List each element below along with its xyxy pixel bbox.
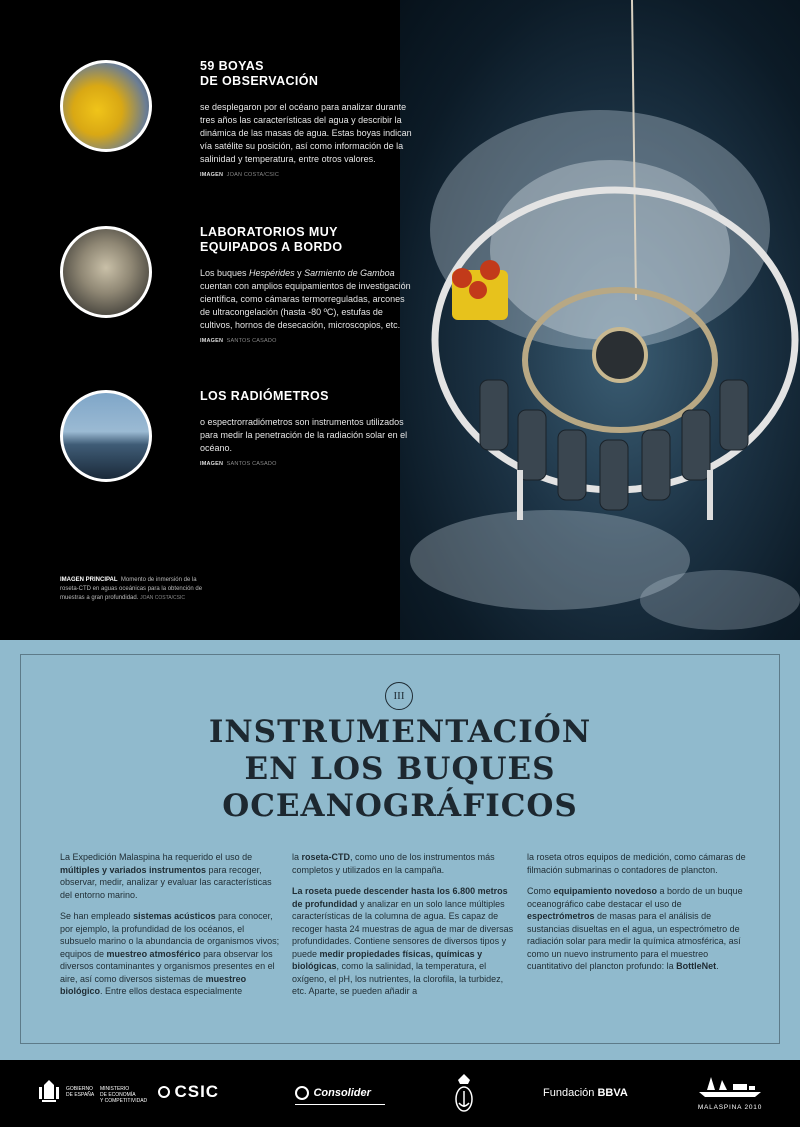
anchor-emblem-icon [454, 1072, 474, 1114]
image-credit: IMAGEN SANTOS CASADO [200, 338, 277, 344]
consolider-logo: Consolider [295, 1084, 385, 1105]
ship-silhouette-icon [697, 1074, 763, 1098]
csic-mark-icon [158, 1086, 170, 1098]
spain-coat-of-arms-icon [38, 1080, 60, 1106]
image-credit: IMAGEN JOAN COSTA/CSIC [200, 172, 280, 178]
malaspina-text: MALASPINA 2010 [697, 1104, 763, 1111]
item-title: 59 BOYAS DE OBSERVACIÓN [200, 59, 319, 88]
footer-logos [0, 1060, 800, 1127]
item-body: o espectrorradiómetros son instrumentos utilizados para medir la penetración de la radiación solar en el océano. [200, 417, 408, 453]
navy-emblem-logo [454, 1072, 474, 1119]
text-column-3 [527, 851, 749, 982]
section-heading: INSTRUMENTACIÓN EN LOS BUQUES OCEANOGRÁFICOS [208, 714, 592, 824]
item-title: LOS RADIÓMETROS [200, 389, 329, 403]
buoys-thumbnail [60, 60, 152, 152]
paragraph: La roseta puede descender hasta los 6.800 metros de profundidad y analizar en un solo lance múltiples características de la columna de agua. Es capaz de recoger hasta 24 muestras de agua de mar de diversas profundidades. Contiene sensores de diversos tipos y puede medir propiedades físicas, químicas y biológicas, como la salinidad, la temperatura, el oxígeno, el pH, los nutrientes, la clorofila, la turbidez, etc. Aparte, se pueden añadir a [292, 886, 514, 996]
ministerio-text: MINISTERIO DE ECONOMÍA Y COMPETITIVIDAD [100, 1086, 148, 1104]
item-body: se desplegaron por el océano para analizar durante tres años las características del agua y describir la dinámica de las masas de agua. Estas boyas indican vía satélite su posición, así como información de la salinidad y temperatura, entre otros valores. [200, 102, 412, 164]
malaspina-logo [697, 1074, 763, 1111]
gobierno-logo [38, 1080, 60, 1111]
paragraph: Se han empleado sistemas acústicos para conocer, por ejemplo, la profundidad de los océanos, el subsuelo marino o la abundancia de organismos vivos; equipos de muestreo atmosférico para observar los diversos contaminantes y organismos presentes en el aire, así como diversos sistemas de muestreo biológico. Entre ellos destaca especialmente [60, 911, 280, 996]
section-number: III [385, 682, 413, 710]
csic-logo: CSIC [158, 1082, 219, 1102]
radiometer-thumbnail [60, 390, 152, 482]
paragraph: Como equipamiento novedoso a bordo de un buque oceanográfico cabe destacar el uso de espectrómetros de masas para el análisis de sustancias disueltas en el agua, un espectrómetro de radiación solar para medir la química atmosférica, así como un nuevo instrumento para el muestreo cuantitativo del plancton profundo: la BottleNet. [527, 886, 743, 971]
item-title: LABORATORIOS MUY EQUIPADOS A BORDO [200, 225, 343, 254]
paragraph: La Expedición Malaspina ha requerido el uso de múltiples y variados instrumentos para recoger, observar, medir, analizar y evaluar las características del entorno marino. [60, 852, 272, 900]
consolider-mark-icon [295, 1086, 309, 1100]
paragraph: la roseta otros equipos de medición, como cámaras de filmación submarinas o contadores de plancton. [527, 852, 746, 875]
image-credit: IMAGEN SANTOS CASADO [200, 461, 277, 467]
text-column-1 [60, 851, 282, 1007]
fundacion-bbva-logo: Fundación BBVA [543, 1087, 628, 1099]
text-column-2 [292, 851, 514, 1007]
rosette-illustration [400, 0, 800, 640]
gobierno-text: GOBIERNO DE ESPAÑA [66, 1086, 95, 1098]
main-image-caption: IMAGEN PRINCIPAL Momento de inmersión de la roseta-CTD en aguas oceánicas para la obtención de muestras a gran profundidad. JOAN COSTA/CSIC [60, 577, 203, 601]
paragraph: la roseta-CTD, como uno de los instrumentos más completos y utilizados en la campaña. [292, 852, 495, 875]
rosette-ctd-photo [400, 0, 800, 640]
laboratory-thumbnail [60, 226, 152, 318]
item-body: Los buques Hespérides y Sarmiento de Gamboa cuentan con amplios equipamientos de investigación científica, como cámaras termorreguladas, arcones de ultracongelación (hasta -80 ºC), estufas de cultivos, hornos de desecación, microscopios, etc. [200, 268, 411, 330]
